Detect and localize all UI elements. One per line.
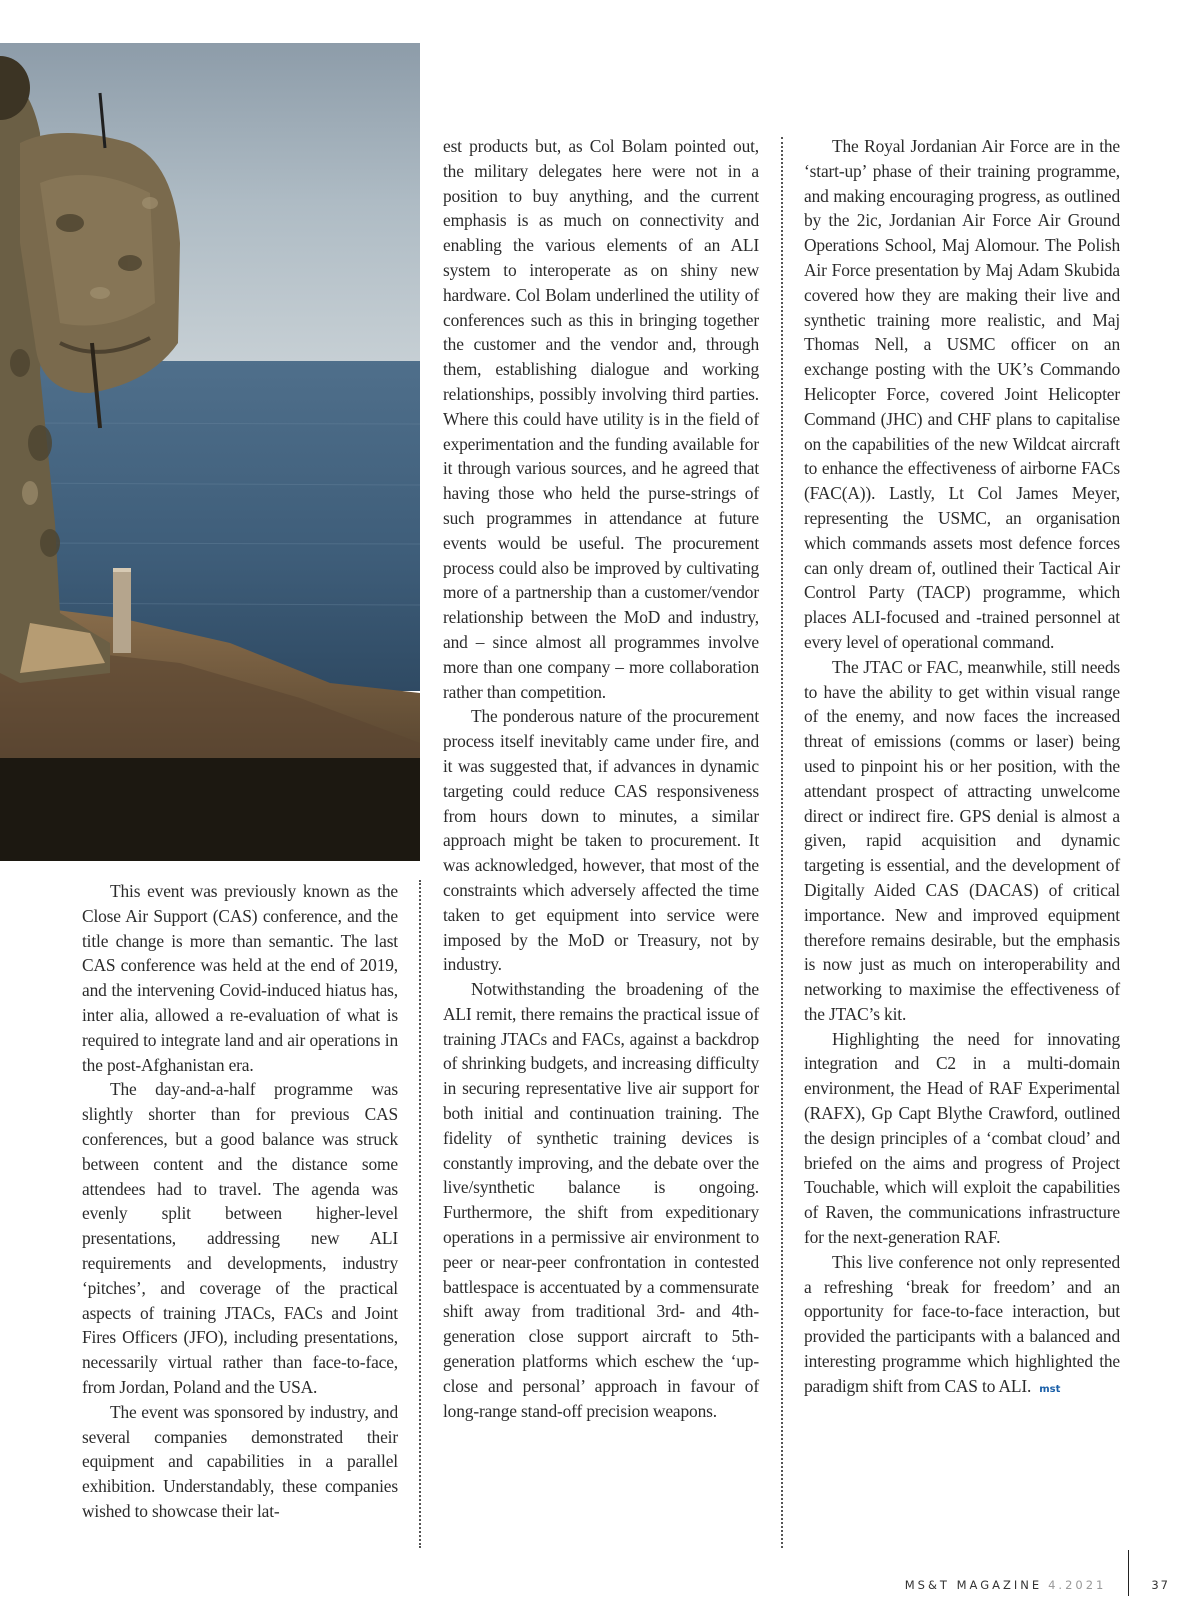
- magazine-name: MS&T MAGAZINE: [904, 1578, 1043, 1592]
- paragraph: The day-and-a-half programme was slightly shorter than for previous CAS conferences, but a good balance was struck between content and the distance some attendees had to travel. The agenda was evenly split between higher-level presentations, addressing new ALI requirements and developments, industry ‘pitches’, and coverage of the practical aspects of training JTACs, FACs and Joint Fires Officers (JFO), including presentations, necessarily virtual rather than face-to-face, from Jordan, Poland and the USA.: [82, 1079, 398, 1397]
- paragraph: The ponderous nature of the procurement process itself inevitably came under fire, and it was suggested that, if advances in dynamic targeting could reduce CAS responsiveness from hours down to minutes, a similar approach might be taken to procurement. It was acknowledged, however, that most of the constraints which adversely affected the time taken to get equipment into service were imposed by the MoD or Treasury, not by industry.: [443, 706, 759, 975]
- paragraph: Highlighting the need for innovating integration and C2 in a multi-domain environment, the Head of RAF Experimental (RAFX), Gp Capt Blythe Crawford, outlined the design principles of a ‘combat cloud’ and briefed on the aims and progress of Project Touchable, which will exploit the capabilities of Raven, the communications infrastructure for the next-generation RAF.: [804, 1028, 1120, 1248]
- article-photo: [0, 43, 420, 861]
- column-divider: [419, 880, 421, 1548]
- paragraph: This event was previously known as the Close Air Support (CAS) conference, and the title change is more than semantic. The last CAS conference was held at the end of 2019, and the intervening Covid-induced hiatus has, inter alia, allowed a re-evaluation of what is required to integrate land and air operations in the post-Afghanistan era.: [82, 881, 398, 1075]
- end-of-article-mark: mst: [1039, 1383, 1061, 1395]
- article-column-3: [804, 134, 1120, 1403]
- soldier-sea-photo: [0, 43, 420, 861]
- paragraph-last: [804, 1250, 1120, 1403]
- article-column-1: [82, 879, 398, 1524]
- paragraph: The Royal Jordanian Air Force are in the ‘start-up’ phase of their training programme, and making encouraging progress, as outlined by the 2ic, Jordanian Air Force Air Ground Operations School, Maj Alomour. The Polish Air Force presentation by Maj Adam Skubida covered how they are making their live and synthetic training more realistic, and Maj Thomas Nell, a USMC officer on an exchange posting with the UK’s Commando Helicopter Force, covered Joint Helicopter Command (JHC) and CHF plans to capitalise on the capabilities of the new Wildcat aircraft to enhance the effectiveness of airborne FACs (FAC(A)). Lastly, Lt Col James Meyer, representing the USMC, an organisation which commands assets most defence forces can only dream of, outlined their Tactical Air Control Party (TACP) programme, which places ALI-focused and -trained personnel at every level of operational command.: [804, 136, 1120, 652]
- paragraph: est products but, as Col Bolam pointed out, the military delegates here were not in a position to buy anything, and the current emphasis is as much on connectivity and enabling the various elements of an ALI system to interoperate as on shiny new hardware. Col Bolam underlined the utility of conferences such as this in bringing together the customer and the vendor and, through them, establishing dialogue and working relationships, possibly involving third parties. Where this could have utility is in the field of experimentation and the funding available for it through various sources, and he agreed that having those who held the purse-strings of such programmes in attendance at future events would be useful. The procurement process could also be improved by cultivating more of a partnership than a customer/vendor relationship between the MoD and industry, and – since almost all programmes involve more than one company – more collaboration rather than competition.: [443, 136, 759, 702]
- paragraph: The event was sponsored by industry, and several companies demonstrated their equipment and capabilities in a parallel exhibition. Understandably, these companies wished to showcase their lat-: [82, 1401, 398, 1521]
- paragraph-text: This live conference not only represented a refreshing ‘break for freedom’ and an opportunity for face-to-face interaction, but provided the participants with a balanced and interesting programme which highlighted the paradigm shift from CAS to ALI.: [804, 1251, 1120, 1396]
- page-number: 37: [1151, 1578, 1170, 1592]
- paragraph: Notwithstanding the broadening of the ALI remit, there remains the practical issue of training JTACs and FACs, against a backdrop of shrinking budgets, and increasing difficulty in securing representative live air support for both initial and continuation training. The fidelity of synthetic training devices is constantly improving, and the debate over the live/synthetic balance is ongoing. Furthermore, the shift from expeditionary operations in a permissive air environment to peer or near-peer confrontation in contested battlespace is accentuated by a commensurate shift away from traditional 3rd- and 4th-generation close support aircraft to 5th-generation platforms which eschew the ‘up-close and personal’ approach in favour of long-range stand-off precision weapons.: [443, 979, 759, 1421]
- footer-divider: [1128, 1550, 1129, 1596]
- article-column-2: [443, 134, 759, 1423]
- paragraph: The JTAC or FAC, meanwhile, still needs to have the ability to get within visual range of the enemy, and now faces the increased threat of emissions (comms or laser) being used to pinpoint his or her position, with the attendant prospect of attracting unwelcome direct or indirect fire. GPS denial is almost a given, rapid acquisition and dynamic targeting is essential, and the development of Digitally Aided CAS (DACAS) of critical importance. New and improved equipment therefore remains desirable, but the emphasis is now just as much on interoperability and networking to maximise the effectiveness of the JTAC’s kit.: [804, 656, 1120, 1024]
- issue-number: 4.2021: [1048, 1578, 1107, 1592]
- page-footer: [905, 1573, 1170, 1597]
- column-divider: [781, 137, 783, 1548]
